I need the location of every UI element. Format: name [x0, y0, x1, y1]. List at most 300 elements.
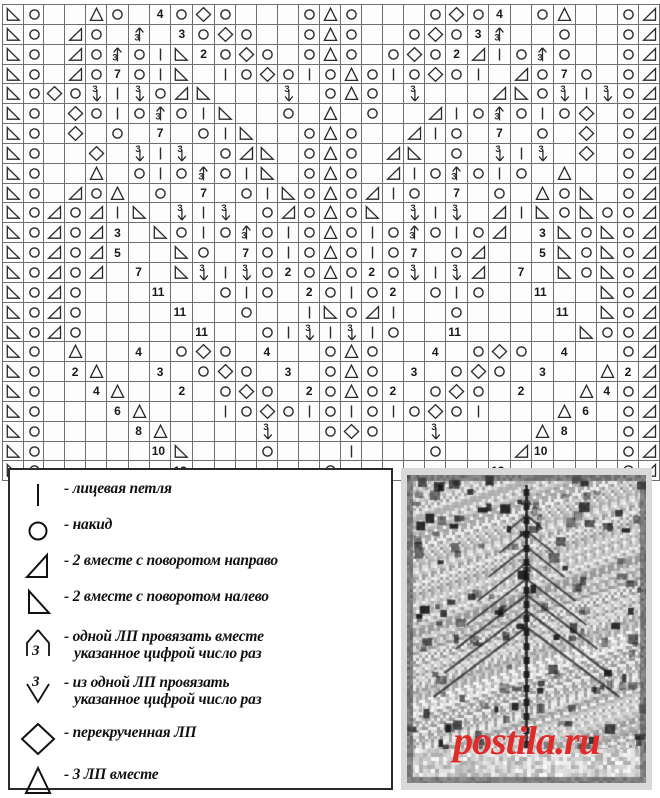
chart-cell-yarn-over-circle [256, 382, 277, 402]
chart-cell-knit-stitch-bar [149, 64, 171, 84]
chart-cell-number: 2 [171, 382, 193, 402]
chart-cell-blank [467, 322, 488, 342]
chart-cell-number: 2 [277, 262, 298, 282]
chart-cell-yarn-over-circle [171, 342, 193, 362]
chart-cell-yarn-over-circle [65, 203, 86, 223]
chart-cell-yarn-over-circle [193, 24, 215, 44]
chart-cell-blank [489, 282, 511, 302]
chart-cell-blank [575, 44, 596, 64]
chart-cell-blank [235, 421, 256, 441]
chart-cell-k2tog-left-triangle [3, 84, 24, 104]
chart-cell-twisted-knit-diamond [425, 64, 446, 84]
chart-cell-knit-stitch-bar [214, 262, 235, 282]
chart-cell-blank [86, 401, 107, 421]
svg-text:3: 3 [410, 263, 416, 275]
chart-cell-yarn-over-circle [617, 421, 638, 441]
chart-cell-number: 11 [149, 282, 171, 302]
chart-cell-yarn-over-circle [617, 143, 638, 163]
chart-cell-number: 4 [489, 5, 511, 25]
chart-cell-number: 7 [107, 64, 128, 84]
chart-cell-blank [596, 124, 617, 144]
chart-cell-blank [44, 163, 65, 183]
chart-cell-blank [44, 382, 65, 402]
chart-cell-blank [403, 302, 424, 322]
chart-row [3, 64, 660, 84]
svg-text:3: 3 [494, 32, 500, 44]
chart-cell-three-together-triangle [596, 362, 617, 382]
chart-cell-blank [128, 183, 149, 203]
chart-cell-k2tog-left-triangle [403, 143, 424, 163]
chart-cell-knit-stitch-bar [425, 124, 446, 144]
chart-cell-blank [171, 401, 193, 421]
chart-cell-k2tog-right-triangle [361, 183, 382, 203]
chart-cell-blank [44, 441, 65, 461]
chart-cell-yarn-over-circle [214, 223, 235, 243]
svg-text:3: 3 [241, 230, 247, 242]
chart-cell-yarn-over-circle [361, 362, 382, 382]
chart-cell-blank [489, 441, 511, 461]
svg-text:3: 3 [199, 263, 205, 275]
chart-cell-yarn-over-circle [320, 421, 341, 441]
chart-cell-k2tog-right-triangle [86, 243, 107, 263]
chart-cell-blank [86, 302, 107, 322]
chart-row [3, 382, 660, 402]
chart-cell-yarn-over-circle [446, 24, 468, 44]
chart-cell-number: 8 [553, 421, 575, 441]
chart-cell-blank [214, 243, 235, 263]
chart-cell-yarn-over-circle [256, 441, 277, 461]
chart-cell-yarn-over-circle [575, 262, 596, 282]
chart-cell-number: 2 [299, 382, 320, 402]
chart-cell-blank [489, 401, 511, 421]
chart-cell-blank [299, 104, 320, 124]
chart-cell-yarn-over-circle [340, 243, 361, 263]
chart-cell-number: 7 [149, 124, 171, 144]
chart-cell-blank [553, 143, 575, 163]
chart-cell-k2tog-right-triangle [639, 124, 660, 144]
chart-cell-blank [65, 421, 86, 441]
chart-cell-k2tog-right-triangle [235, 143, 256, 163]
chart-cell-k2tog-left-triangle [596, 262, 617, 282]
svg-text:3: 3 [538, 144, 544, 156]
chart-cell-k2tog-left-triangle [361, 203, 382, 223]
chart-cell-k2tog-left-triangle [553, 223, 575, 243]
chart-cell-yarn-over-circle [617, 5, 638, 25]
chart-cell-k2tog-right-triangle [65, 44, 86, 64]
chart-cell-yarn-over-circle [23, 262, 44, 282]
svg-text:3: 3 [494, 111, 500, 123]
chart-cell-number: 2 [193, 44, 215, 64]
legend-label: - лицевая петля [64, 480, 172, 497]
chart-cell-k2tog-left-triangle [3, 262, 24, 282]
chart-cell-yarn-over-circle [86, 24, 107, 44]
chart-cell-blank [575, 362, 596, 382]
chart-cell-yarn-over-circle [340, 183, 361, 203]
chart-cell-number: 3 [532, 223, 554, 243]
chart-cell-yarn-over-circle [23, 282, 44, 302]
chart-cell-blank [171, 322, 193, 342]
legend-item [10, 722, 391, 756]
chart-cell-yarn-over-circle [617, 183, 638, 203]
chart-cell-blank [256, 24, 277, 44]
chart-cell-knit-stitch-bar [489, 44, 511, 64]
chart-cell-yarn-over-circle [617, 124, 638, 144]
chart-cell-blank [128, 243, 149, 263]
chart-cell-blank [575, 24, 596, 44]
chart-row [3, 342, 660, 362]
svg-text:3: 3 [263, 421, 269, 433]
chart-cell-blank [575, 5, 596, 25]
chart-cell-number: 7 [128, 262, 149, 282]
three-together-triangle-icon [12, 764, 64, 798]
chart-cell-blank [65, 382, 86, 402]
chart-cell-k2tog-right-triangle [639, 302, 660, 322]
chart-row [3, 282, 660, 302]
chart-cell-three-together-triangle [575, 382, 596, 402]
chart-cell-blank [382, 342, 403, 362]
chart-cell-k2tog-left-triangle [128, 203, 149, 223]
chart-cell-k2tog-left-triangle [575, 203, 596, 223]
chart-cell-one-into-many-up-3 [193, 163, 215, 183]
chart-cell-yarn-over-circle [617, 441, 638, 461]
chart-cell-blank [107, 282, 128, 302]
chart-cell-blank [193, 64, 215, 84]
chart-cell-blank [193, 143, 215, 163]
chart-cell-blank [44, 64, 65, 84]
legend-item [10, 478, 391, 512]
chart-cell-blank [489, 322, 511, 342]
chart-cell-k2tog-left-triangle [510, 84, 531, 104]
chart-cell-blank [44, 401, 65, 421]
chart-cell-yarn-over-circle [361, 382, 382, 402]
chart-cell-yarn-over-circle [86, 104, 107, 124]
chart-cell-many-into-one-down-3 [86, 84, 107, 104]
chart-cell-yarn-over-circle [617, 84, 638, 104]
chart-cell-blank [596, 441, 617, 461]
chart-cell-yarn-over-circle [193, 362, 215, 382]
chart-cell-blank [553, 362, 575, 382]
chart-cell-blank [467, 421, 488, 441]
chart-cell-blank [532, 163, 554, 183]
chart-cell-yarn-over-circle [256, 243, 277, 263]
chart-cell-blank [575, 421, 596, 441]
chart-cell-blank [65, 5, 86, 25]
chart-cell-yarn-over-circle [299, 24, 320, 44]
chart-cell-yarn-over-circle [128, 44, 149, 64]
chart-cell-knit-stitch-bar [193, 203, 215, 223]
chart-cell-yarn-over-circle [340, 262, 361, 282]
chart-cell-blank [44, 362, 65, 382]
chart-cell-twisted-knit-diamond [44, 84, 65, 104]
chart-cell-k2tog-right-triangle [639, 262, 660, 282]
chart-cell-blank [193, 401, 215, 421]
chart-cell-blank [425, 84, 446, 104]
chart-cell-knit-stitch-bar [361, 243, 382, 263]
chart-cell-blank [128, 441, 149, 461]
chart-cell-yarn-over-circle [553, 104, 575, 124]
svg-text:3: 3 [32, 674, 40, 691]
chart-cell-k2tog-left-triangle [553, 262, 575, 282]
chart-cell-three-together-triangle [320, 262, 341, 282]
chart-cell-number: 4 [553, 342, 575, 362]
chart-cell-yarn-over-circle [425, 163, 446, 183]
chart-cell-three-together-triangle [553, 5, 575, 25]
chart-cell-blank [277, 421, 298, 441]
chart-cell-knit-stitch-bar [446, 282, 468, 302]
chart-cell-blank [128, 382, 149, 402]
chart-cell-yarn-over-circle [65, 282, 86, 302]
chart-cell-yarn-over-circle [361, 104, 382, 124]
chart-cell-blank [553, 322, 575, 342]
chart-cell-blank [510, 302, 531, 322]
legend-label: - 2 вместе с поворотом направо [64, 552, 278, 569]
chart-cell-yarn-over-circle [425, 5, 446, 25]
chart-cell-blank [235, 203, 256, 223]
chart-cell-knit-stitch-bar [403, 163, 424, 183]
chart-cell-blank [425, 143, 446, 163]
chart-row [3, 243, 660, 263]
chart-cell-blank [256, 104, 277, 124]
chart-cell-yarn-over-circle [214, 44, 235, 64]
chart-cell-yarn-over-circle [299, 163, 320, 183]
chart-cell-yarn-over-circle [171, 5, 193, 25]
chart-cell-blank [107, 342, 128, 362]
chart-cell-blank [128, 223, 149, 243]
chart-cell-blank [446, 342, 468, 362]
chart-cell-yarn-over-circle [171, 104, 193, 124]
chart-cell-many-into-one-down-3 [256, 421, 277, 441]
chart-cell-blank [214, 441, 235, 461]
chart-cell-k2tog-left-triangle [3, 64, 24, 84]
chart-cell-knit-stitch-bar [340, 441, 361, 461]
chart-cell-blank [171, 282, 193, 302]
chart-cell-yarn-over-circle [575, 64, 596, 84]
chart-cell-three-together-triangle [86, 362, 107, 382]
chart-cell-yarn-over-circle [382, 243, 403, 263]
chart-cell-yarn-over-circle [299, 5, 320, 25]
chart-cell-blank [489, 302, 511, 322]
chart-cell-blank [44, 44, 65, 64]
chart-cell-yarn-over-circle [553, 183, 575, 203]
chart-cell-yarn-over-circle [340, 143, 361, 163]
legend-item [10, 550, 391, 584]
chart-cell-three-together-triangle [532, 183, 554, 203]
chart-cell-yarn-over-circle [65, 302, 86, 322]
chart-cell-three-together-triangle [65, 342, 86, 362]
chart-cell-blank [107, 24, 128, 44]
chart-cell-many-into-one-down-3 [128, 84, 149, 104]
chart-cell-blank [403, 322, 424, 342]
legend-label: - одной ЛП провязать вместе указанное цифрой число раз [64, 626, 389, 662]
chart-cell-k2tog-right-triangle [639, 84, 660, 104]
chart-cell-blank [44, 342, 65, 362]
chart-cell-blank [277, 163, 298, 183]
chart-cell-knit-stitch-bar [425, 203, 446, 223]
chart-cell-blank [575, 342, 596, 362]
chart-cell-yarn-over-circle [299, 44, 320, 64]
chart-cell-yarn-over-circle [340, 163, 361, 183]
chart-cell-blank [299, 421, 320, 441]
chart-cell-k2tog-left-triangle [3, 5, 24, 25]
svg-text:3: 3 [155, 111, 161, 123]
svg-text:3: 3 [409, 230, 415, 242]
chart-cell-k2tog-left-triangle [3, 104, 24, 124]
chart-cell-twisted-knit-diamond [214, 362, 235, 382]
chart-cell-blank [235, 5, 256, 25]
chart-cell-yarn-over-circle [617, 24, 638, 44]
chart-cell-blank [171, 362, 193, 382]
chart-cell-three-together-triangle [86, 163, 107, 183]
chart-cell-yarn-over-circle [23, 382, 44, 402]
chart-cell-yarn-over-circle [361, 282, 382, 302]
chart-cell-three-together-triangle [320, 223, 341, 243]
chart-cell-number: 3 [277, 362, 298, 382]
chart-cell-knit-stitch-bar [340, 401, 361, 421]
chart-cell-blank [532, 322, 554, 342]
chart-cell-yarn-over-circle [299, 262, 320, 282]
chart-cell-yarn-over-circle [446, 143, 468, 163]
chart-cell-many-into-one-down-3 [532, 143, 554, 163]
chart-cell-yarn-over-circle [256, 262, 277, 282]
chart-cell-k2tog-right-triangle [639, 223, 660, 243]
chart-cell-yarn-over-circle [489, 183, 511, 203]
chart-cell-blank [277, 302, 298, 322]
chart-cell-number: 2 [361, 262, 382, 282]
chart-cell-number: 7 [403, 243, 424, 263]
chart-cell-yarn-over-circle [320, 362, 341, 382]
chart-cell-knit-stitch-bar [277, 223, 298, 243]
chart-cell-blank [214, 322, 235, 342]
chart-cell-blank [44, 124, 65, 144]
chart-cell-number: 7 [510, 262, 531, 282]
chart-cell-k2tog-right-triangle [639, 282, 660, 302]
chart-cell-yarn-over-circle [23, 203, 44, 223]
chart-cell-yarn-over-circle [214, 382, 235, 402]
chart-row [3, 421, 660, 441]
chart-row [3, 84, 660, 104]
chart-cell-yarn-over-circle [299, 124, 320, 144]
chart-cell-k2tog-left-triangle [3, 223, 24, 243]
chart-cell-three-together-triangle [320, 124, 341, 144]
chart-cell-k2tog-left-triangle [3, 342, 24, 362]
chart-cell-number: 4 [425, 342, 446, 362]
chart-cell-twisted-knit-diamond [575, 124, 596, 144]
chart-cell-k2tog-right-triangle [510, 64, 531, 84]
chart-cell-yarn-over-circle [320, 64, 341, 84]
chart-cell-blank [256, 84, 277, 104]
chart-cell-k2tog-right-triangle [44, 322, 65, 342]
chart-cell-yarn-over-circle [361, 84, 382, 104]
chart-cell-k2tog-left-triangle [320, 302, 341, 322]
chart-cell-knit-stitch-bar [277, 322, 298, 342]
chart-cell-knit-stitch-bar [299, 64, 320, 84]
chart-cell-blank [171, 183, 193, 203]
chart-cell-k2tog-left-triangle [3, 243, 24, 263]
chart-cell-number: 3 [403, 362, 424, 382]
chart-cell-knit-stitch-bar [299, 401, 320, 421]
chart-cell-k2tog-left-triangle [3, 44, 24, 64]
chart-cell-blank [596, 163, 617, 183]
chart-cell-yarn-over-circle [320, 401, 341, 421]
chart-cell-blank [382, 421, 403, 441]
chart-cell-yarn-over-circle [320, 342, 341, 362]
chart-cell-k2tog-left-triangle [553, 243, 575, 263]
chart-cell-blank [107, 302, 128, 322]
chart-cell-blank [403, 282, 424, 302]
chart-cell-blank [149, 243, 171, 263]
k2tog-right-triangle-icon [12, 550, 64, 584]
chart-cell-k2tog-right-triangle [639, 163, 660, 183]
chart-cell-one-into-many-up-3 [403, 223, 424, 243]
chart-cell-many-into-one-down-3 [340, 322, 361, 342]
chart-cell-many-into-one-down-3 [277, 84, 298, 104]
chart-cell-knit-stitch-bar [214, 401, 235, 421]
chart-cell-blank [107, 362, 128, 382]
chart-cell-number: 7 [489, 124, 511, 144]
chart-cell-k2tog-right-triangle [44, 203, 65, 223]
chart-cell-yarn-over-circle [86, 64, 107, 84]
chart-cell-yarn-over-circle [403, 24, 424, 44]
chart-cell-blank [299, 342, 320, 362]
chart-cell-yarn-over-circle [65, 223, 86, 243]
chart-cell-yarn-over-circle [256, 322, 277, 342]
chart-cell-blank [532, 382, 554, 402]
chart-cell-three-together-triangle [320, 163, 341, 183]
chart-cell-blank [235, 104, 256, 124]
chart-cell-knit-stitch-bar [532, 104, 554, 124]
chart-cell-twisted-knit-diamond [446, 5, 468, 25]
chart-cell-yarn-over-circle [128, 64, 149, 84]
chart-cell-yarn-over-circle [361, 421, 382, 441]
chart-cell-blank [446, 84, 468, 104]
chart-cell-k2tog-left-triangle [3, 441, 24, 461]
chart-cell-yarn-over-circle [299, 223, 320, 243]
chart-cell-blank [467, 124, 488, 144]
chart-cell-yarn-over-circle [23, 44, 44, 64]
chart-cell-blank [596, 44, 617, 64]
chart-row [3, 362, 660, 382]
chart-cell-twisted-knit-diamond [256, 401, 277, 421]
chart-cell-blank [596, 64, 617, 84]
chart-cell-blank [596, 401, 617, 421]
chart-cell-blank [65, 143, 86, 163]
chart-cell-k2tog-right-triangle [639, 342, 660, 362]
svg-text:3: 3 [603, 84, 609, 96]
chart-row [3, 44, 660, 64]
chart-cell-yarn-over-circle [553, 24, 575, 44]
chart-cell-yarn-over-circle [23, 223, 44, 243]
chart-cell-yarn-over-circle [214, 342, 235, 362]
chart-cell-yarn-over-circle [214, 163, 235, 183]
legend-label: - накид [64, 516, 113, 533]
chart-cell-blank [256, 302, 277, 322]
chart-cell-blank [553, 441, 575, 461]
chart-row [3, 302, 660, 322]
chart-cell-twisted-knit-diamond [575, 104, 596, 124]
legend-label-line2: указанное цифрой число раз [74, 691, 262, 709]
chart-cell-yarn-over-circle [214, 143, 235, 163]
chart-cell-yarn-over-circle [403, 64, 424, 84]
chart-cell-knit-stitch-bar [382, 64, 403, 84]
chart-cell-k2tog-left-triangle [596, 282, 617, 302]
chart-cell-three-together-triangle [86, 5, 107, 25]
chart-cell-yarn-over-circle [467, 104, 488, 124]
chart-cell-yarn-over-circle [23, 322, 44, 342]
chart-cell-many-into-one-down-3 [214, 203, 235, 223]
chart-cell-k2tog-left-triangle [575, 183, 596, 203]
svg-text:3: 3 [134, 84, 141, 96]
chart-cell-blank [149, 322, 171, 342]
